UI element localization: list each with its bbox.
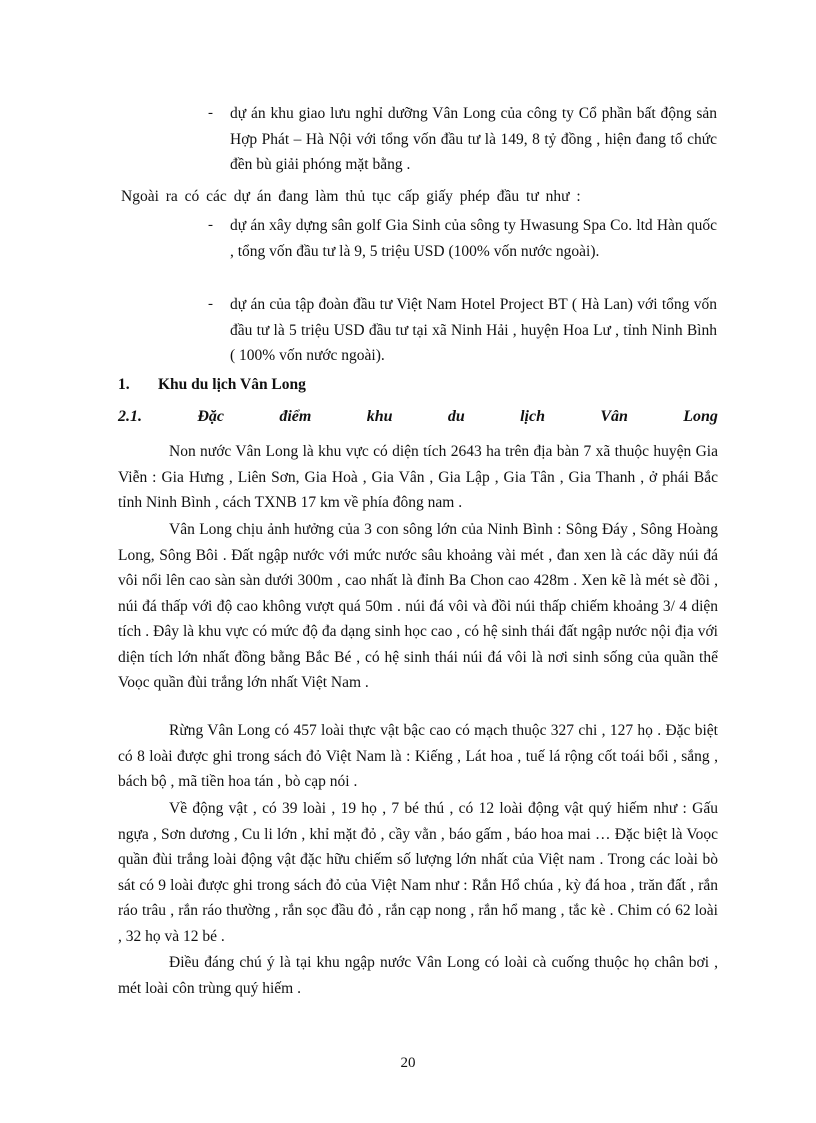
bullet-dash: -: [208, 217, 213, 233]
subsection-number: 2.1.: [118, 408, 142, 425]
bullet-item: [208, 292, 717, 369]
subsection-word: khu: [366, 408, 393, 425]
subsection-word: du: [447, 408, 465, 425]
body-paragraph: Rừng Vân Long có 457 loài thực vật bậc cao có mạch thuộc 327 chi , 127 họ . Đặc biệt có 8 loài được ghi trong sách đỏ Việt Nam là : Kiếng , Lát hoa , tuế lá rộng cốt toái bổi , sắng , bách bộ , mã tiền hoa tán , bò cạp nói .: [118, 722, 718, 790]
bullet-text: dự án của tập đoàn đầu tư Việt Nam Hotel Project BT ( Hà Lan) với tổng vốn đầu tư là 5 triệu USD đầu tư tại xã Ninh Hải , huyện Hoa Lư , tỉnh Ninh Bình ( 100% vốn nước ngoài).: [230, 296, 717, 364]
body-paragraph: Về động vật , có 39 loài , 19 họ , 7 bé thú , có 12 loài động vật quý hiếm như : Gấu ngựa , Sơn dương , Cu li lớn , khỉ mặt đỏ , cầy vằn , báo gấm , báo hoa mai … Đặc biệt là Voọc quần đùi trắng loài động vật đặc hữu chiếm số lượng lớn nhất của Việt nam . Trong các loài bò sát có 9 loài được ghi trong sách đỏ của Việt Nam như : Rắn Hổ chúa , kỳ đá hoa , trăn đất , rắn ráo trâu , rắn ráo thường , rắn sọc đầu đỏ , rắn cạp nong , rắn hổ mang , tắc kè . Chim có 62 loài , 32 họ và 12 bé .: [118, 800, 718, 945]
subsection-heading: [118, 408, 718, 426]
subsection-word: Long: [683, 408, 718, 425]
bullet-dash: -: [208, 105, 213, 121]
page-number: 20: [400, 1055, 416, 1071]
subsection-word: điểm: [279, 408, 312, 425]
bullet-item: [208, 101, 717, 178]
section-title: Khu du lịch Vân Long: [158, 376, 306, 393]
section-number: 1.: [118, 376, 130, 393]
section-heading: [118, 376, 306, 394]
body-paragraph: Vân Long chịu ảnh hưởng của 3 con sông lớn của Ninh Bình : Sông Đáy , Sông Hoàng Long, Sông Bôi . Đất ngập nước với mức nước sâu khoảng vài mét , đan xen là các dãy núi đá vôi nổi lên cao sàn sàn dưới 300m , cao nhất là đỉnh Ba Chon cao 428m . Xen kẽ là mét sè đồi , núi đá thấp với độ cao không vượt quá 50m . núi đá vôi và đồi núi thấp chiếm khoảng 3/ 4 diện tích . Đây là khu vực có mức độ đa dạng sinh học cao , có hệ sinh thái đất ngập nước nội địa với diện tích lớn nhất đồng bằng Bắc Bé , có hệ sinh thái núi đá vôi là nơi sinh sống của quần thể Voọc quần đùi trắng lớn nhất Việt Nam .: [118, 521, 718, 691]
bullet-text: dự án xây dựng sân golf Gia Sinh của sông ty Hwasung Spa Co. ltd Hàn quốc , tổng vốn đầu tư là 9, 5 triệu USD (100% vốn nước ngoài).: [230, 217, 717, 260]
bullet-text: dự án khu giao lưu nghỉ dưỡng Vân Long của công ty Cổ phần bất động sản Hợp Phát – Hà Nội với tổng vốn đầu tư là 149, 8 tỷ đồng , hiện đang tổ chức đền bù giải phóng mặt bằng .: [230, 105, 717, 173]
intro-line: Ngoài ra có các dự án đang làm thủ tục cấp giấy phép đầu tư như :: [121, 188, 581, 205]
subsection-word: lịch: [520, 408, 545, 425]
bullet-dash: -: [208, 296, 213, 312]
bullet-item: [208, 213, 717, 264]
subsection-word: Đặc: [197, 408, 224, 425]
body-paragraph: Điều đáng chú ý là tại khu ngập nước Vân Long có loài cà cuống thuộc họ chân bơi , mét loài côn trùng quý hiếm .: [118, 954, 718, 997]
subsection-word: Vân: [600, 408, 628, 425]
body-paragraph: Non nước Vân Long là khu vực có diện tích 2643 ha trên địa bàn 7 xã thuộc huyện Gia Viễn : Gia Hưng , Liên Sơn, Gia Hoà , Gia Vân , Gia Lập , Gia Tân , Gia Thanh , ở phái Bắc tỉnh Ninh Bình , cách TXNB 17 km về phía đông nam .: [118, 443, 718, 511]
